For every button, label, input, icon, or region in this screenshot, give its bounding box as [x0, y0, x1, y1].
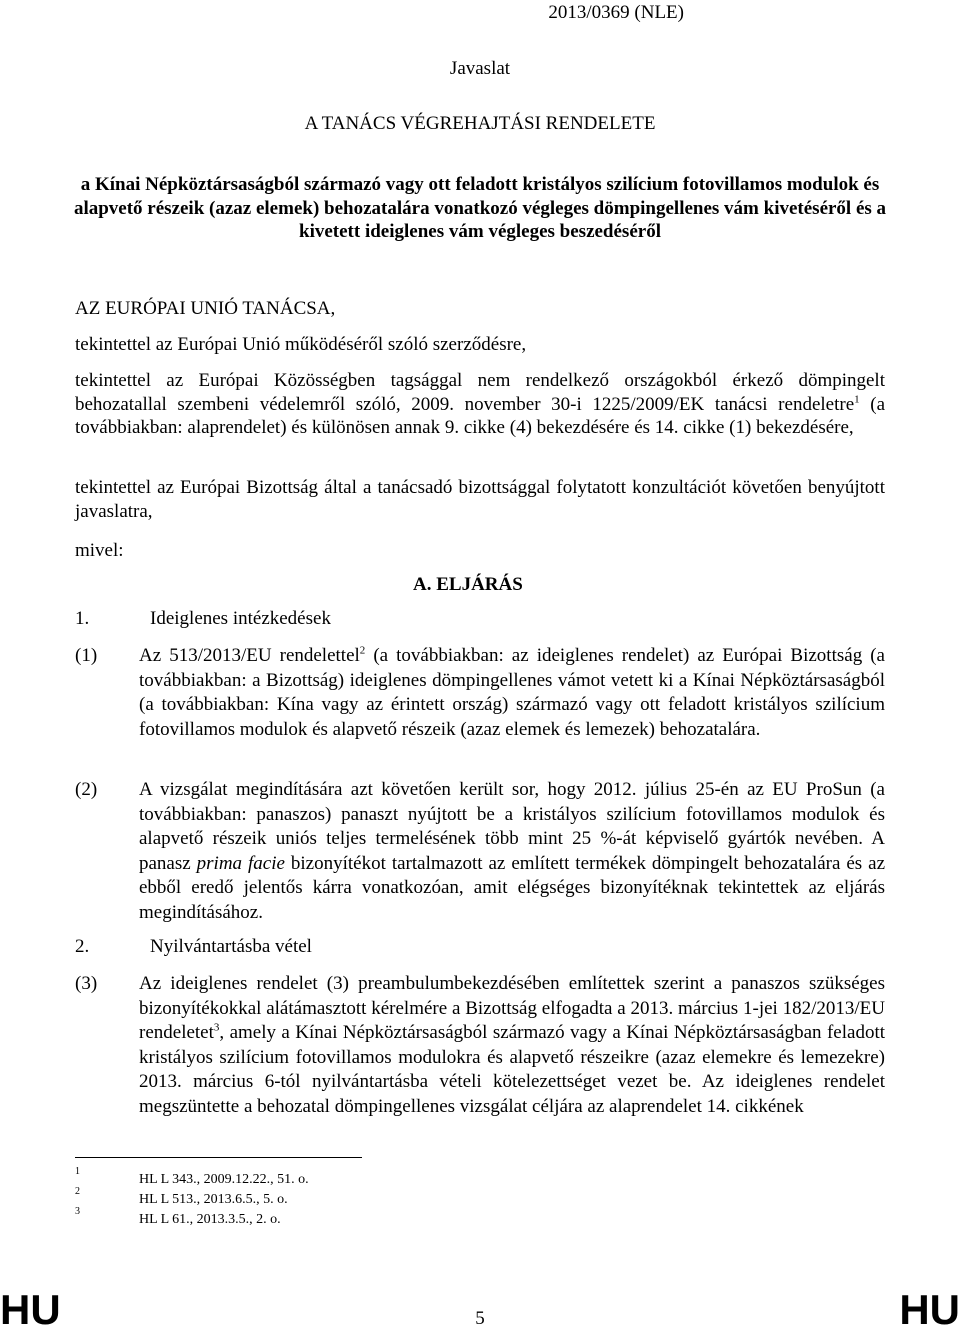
- recital-2-text-a: A vizsgálat megindítására azt követően került sor, hogy 2012. július 25-én az EU ProSun (a továbbiakban: panaszos) panaszt nyújtott be a kristályos szilícium fotovillamos modulok és alapvető részeik uniós teljes termelésének több mint 25 %-át képviselő gyártók nevében. A panasz: [139, 779, 885, 874]
- language-code-left: HU: [0, 1286, 61, 1333]
- recital-1-text-a: Az 513/2013/EU rendelettel: [139, 645, 360, 666]
- recital-3-text-a: Az ideiglenes rendelet (3) preambulumbekezdésében említettek szerint a panaszos szükséges bizonyítékokkal alátámasztott kérelmére a Bizottság elfogadta a 2013. március 1-jei 182/2013/EU rendeletet: [139, 973, 885, 1044]
- recital-2-number: (2): [75, 779, 98, 800]
- footnote-ref-1[interactable]: 1: [854, 393, 860, 406]
- subsection-2-label: Nyilvántartásba vétel: [150, 936, 312, 957]
- citation-commission-proposal: tekintettel az Európai Bizottság által a tanácsadó bizottsággal folytatott konzultációt követően benyújtott javaslatra,: [75, 477, 885, 522]
- footnote-3-text: HL L 61., 2013.3.5., 2. o.: [139, 1212, 281, 1227]
- recital-2: [75, 778, 885, 926]
- recital-1-number: (1): [75, 645, 98, 666]
- recital-1: [75, 644, 885, 742]
- regulation-subject: a Kínai Népköztársaságból származó vagy ott feladott kristályos szilícium fotovillamos modulok és alapvető részeik (azaz elemek) behozatalára vonatkozó végleges dömpingellenes vám kivetéséről és a kivetett ideiglenes vám végleges beszedéséről: [73, 174, 887, 242]
- page-number: 5: [475, 1308, 485, 1329]
- language-code-right: HU: [899, 1286, 960, 1333]
- section-a-heading: A. ELJÁRÁS: [413, 574, 523, 595]
- subsection-1-heading: [75, 608, 331, 630]
- citation-text-b: (a továbbiakban: alaprendelet) és különösen annak 9. cikke (4) bekezdésére és 14. cikke (1) bekezdésére,: [75, 393, 885, 438]
- recital-3-text-b: , amely a Kínai Népköztársaságból származó vagy a Kínai Népköztársaságban feladott kristályos szilícium fotovillamos modulokra és alapvető részeikre (azaz elemekre és lemezekre) 2013. március 6-tól nyilvántartásba vételi kötelezettséget vezet be. Az ideiglenes rendelet megszüntette a behozatal dömpingellenes vizsgálat céljára az alaprendelet 14. cikkének: [139, 1022, 885, 1117]
- subsection-1-label: Ideiglenes intézkedések: [150, 608, 331, 629]
- footnote-1-text: HL L 343., 2009.12.22., 51. o.: [139, 1172, 309, 1187]
- citation-text-a: tekintettel az Európai Közösségben tagsággal nem rendelkező országokból érkező dömpingelt behozatallal szembeni védelemről szóló, 2009. november 30-i 1225/2009/EK tanácsi rendeletre: [75, 370, 885, 415]
- document-reference: 2013/0369 (NLE): [548, 2, 684, 23]
- subsection-1-number: 1.: [75, 608, 90, 629]
- footnote-1-number: 1: [75, 1166, 80, 1177]
- recital-1-text-b: (a továbbiakban: az ideiglenes rendelet) az Európai Bizottság (a továbbiakban: a Bizottság) ideiglenes dömpingellenes vámot vetett ki a Kínai Népköztársaságból (a továbbiakban: Kína vagy az érintett ország) származó vagy ott feladott kristályos szilícium fotovillamos modulok és alapvető részeik (azaz elemek és lemezek) behozatalára.: [139, 645, 885, 740]
- recital-2-text-b: bizonyítékot tartalmazott az említett termékek dömpingelt behozatalára és az ebből eredő jelentős kárra vonatkozóan, amit elégséges bizonyítéknak tekintettek az eljárás megindításához.: [139, 852, 886, 923]
- citation-basic-regulation: [75, 369, 885, 440]
- footnote-3-number: 3: [75, 1206, 80, 1217]
- council-heading: AZ EURÓPAI UNIÓ TANÁCSA,: [75, 298, 336, 319]
- footnote-2-number: 2: [75, 1186, 80, 1197]
- footnote-ref-2[interactable]: 2: [359, 644, 366, 657]
- document-kind: Javaslat: [449, 58, 511, 79]
- subsection-2-heading: [75, 936, 312, 958]
- citation-treaty: tekintettel az Európai Unió működéséről szóló szerződésre,: [75, 334, 527, 355]
- recital-3: [75, 972, 885, 1120]
- footnote-ref-3[interactable]: 3: [213, 1021, 220, 1034]
- whereas-label: mivel:: [75, 540, 124, 561]
- footnote-separator: [75, 1157, 362, 1158]
- footnote-2-text: HL L 513., 2013.6.5., 5. o.: [139, 1192, 288, 1207]
- act-title: A TANÁCS VÉGREHAJTÁSI RENDELETE: [304, 113, 656, 134]
- subsection-2-number: 2.: [75, 936, 90, 957]
- recital-2-italic: prima facie: [196, 852, 285, 874]
- recital-3-number: (3): [75, 973, 98, 994]
